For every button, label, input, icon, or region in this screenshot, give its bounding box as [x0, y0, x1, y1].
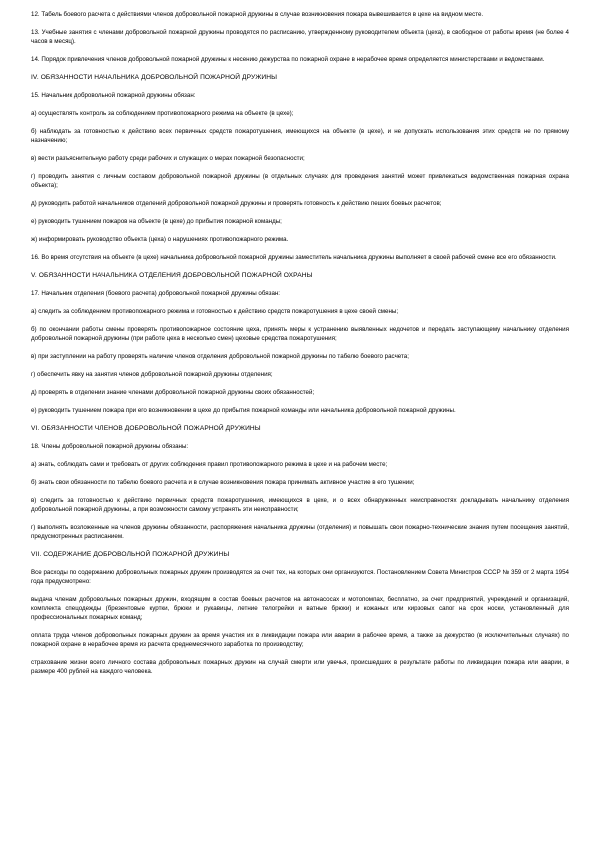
section-heading: IV. ОБЯЗАННОСТИ НАЧАЛЬНИКА ДОБРОВОЛЬНОЙ ПОЖАРНОЙ ДРУЖИНЫ [31, 74, 278, 81]
paragraph: оплата труда членов добровольных пожарных дружин за время участия их в ликвидации пожара или аварии в рабочее время, а также за дежурство (в исключительных случаях) по пожарной охране в нерабочее время из расчета среднемесячного заработка по производству; [31, 632, 569, 648]
paragraph: 16. Во время отсутствия на объекте (в цехе) начальника добровольной пожарной дружины заместитель начальника дружины выполняет в своей рабочей смене все его обязанности. [31, 254, 557, 261]
section-heading: VII. СОДЕРЖАНИЕ ДОБРОВОЛЬНОЙ ПОЖАРНОЙ ДРУЖИНЫ [31, 551, 230, 558]
section-heading: V. ОБЯЗАННОСТИ НАЧАЛЬНИКА ОТДЕЛЕНИЯ ДОБРОВОЛЬНОЙ ПОЖАРНОЙ ОХРАНЫ [31, 272, 313, 279]
paragraph: страхование жизни всего личного состава добровольных пожарных дружин на случай смерти или увечья, происшедших в результате работы по ликвидации пожара или аварии, в размере 400 рублей на каждого человека. [31, 659, 569, 675]
paragraph: д) проверять в отделении знание членами добровольной пожарной дружины своих обязанностей; [31, 389, 315, 396]
paragraph: е) руководить тушением пожара при его возникновении в цехе до прибытия пожарной команды или начальника добровольной пожарной дружины. [31, 407, 456, 414]
paragraph: а) осуществлять контроль за соблюдением противопожарного режима на объекте (в цехе); [31, 110, 294, 117]
paragraph: Все расходы по содержанию добровольных пожарных дружин производятся за счет тех, на которых они организуются. Постановлением Совета Министров СССР № 359 от 2 марта 1954 года предусмотрено: [31, 569, 569, 585]
paragraph: 17. Начальник отделения (боевого расчета) добровольной пожарной дружины обязан: [31, 290, 281, 297]
paragraph: выдача членам добровольных пожарных дружин, входящим в состав боевых расчетов на автонасосах и мотопомпах, бесплатно, за счет предприятий, учреждений и организаций, комплекта спецодежды (брезентовые куртки, брюки и рукавицы, летние телогрейки и ватные брюки) и кожаных или кирзовых сапог на срок носки, установленный для профессиональных пожарных команд; [31, 596, 569, 621]
document-body [31, 10, 569, 676]
paragraph: г) выполнять возложенные на членов дружины обязанности, распоряжения начальника дружины (отделения) и повышать свои пожарно-технические знания путем посещения занятий, предусмотренных расписанием. [31, 524, 569, 540]
paragraph: г) проводить занятия с личным составом добровольной пожарной дружины (в отдельных случаях для проведения занятий может привлекаться ведомственная пожарная охрана объекта); [31, 173, 569, 189]
paragraph: в) при заступлении на работу проверять наличие членов отделения добровольной пожарной дружины по табелю боевого расчета; [31, 353, 409, 360]
paragraph: в) следить за готовностью к действию первичных средств пожаротушения, имеющихся в цехе, и о всех обнаруженных неисправностях докладывать начальнику отделения добровольной пожарной дружины, а при возможности самому устранять эти неисправности; [31, 497, 569, 513]
paragraph: д) руководить работой начальников отделений добровольной пожарной дружины и проверять готовность к действию пеших боевых расчетов; [31, 200, 442, 207]
paragraph: 13. Учебные занятия с членами добровольной пожарной дружины проводятся по расписанию, утвержденному руководителем объекта (цеха), в свободное от работы время (не более 4 часов в месяц). [31, 29, 569, 45]
paragraph: 15. Начальник добровольной пожарной дружины обязан: [31, 92, 196, 99]
paragraph: г) обеспечить явку на занятия членов добровольной пожарной дружины отделения; [31, 371, 273, 378]
paragraph: е) руководить тушением пожаров на объекте (в цехе) до прибытия пожарной команды; [31, 218, 282, 225]
paragraph: б) знать свои обязанности по табелю боевого расчета и в случае возникновения пожара принимать активное участие в его тушении; [31, 479, 415, 486]
paragraph: б) по окончании работы смены проверять противопожарное состояние цеха, принять меры к устранению выявленных недочетов и передать заступающему начальнику отделения добровольной пожарной дружины (при работе цеха в несколько смен) цеховые средства пожаротушения; [31, 326, 569, 342]
paragraph: 18. Члены добровольной пожарной дружины обязаны: [31, 443, 189, 450]
paragraph: а) следить за соблюдением противопожарного режима и готовностью к действию средств пожаротушения в цехе своей смены; [31, 308, 399, 315]
paragraph: 12. Табель боевого расчета с действиями членов добровольной пожарной дружины в случае возникновения пожара вывешивается в цехе на видном месте. [31, 11, 484, 18]
paragraph: а) знать, соблюдать сами и требовать от других соблюдения правил противопожарного режима в цехе и на рабочем месте; [31, 461, 388, 468]
paragraph: б) наблюдать за готовностью к действию всех первичных средств пожаротушения, имеющихся на объекте (в цехе), и не допускать использования этих средств не по прямому назначению; [31, 128, 569, 144]
paragraph: в) вести разъяснительную работу среди рабочих и служащих о мерах пожарной безопасности; [31, 155, 305, 162]
section-heading: VI. ОБЯЗАННОСТИ ЧЛЕНОВ ДОБРОВОЛЬНОЙ ПОЖАРНОЙ ДРУЖИНЫ [31, 425, 261, 432]
paragraph: 14. Порядок привлечения членов добровольной пожарной дружины к несению дежурства по пожарной охране в нерабочее время определяется министерствами и ведомствами. [31, 56, 545, 63]
paragraph: ж) информировать руководство объекта (цеха) о нарушениях противопожарного режима. [31, 236, 289, 243]
